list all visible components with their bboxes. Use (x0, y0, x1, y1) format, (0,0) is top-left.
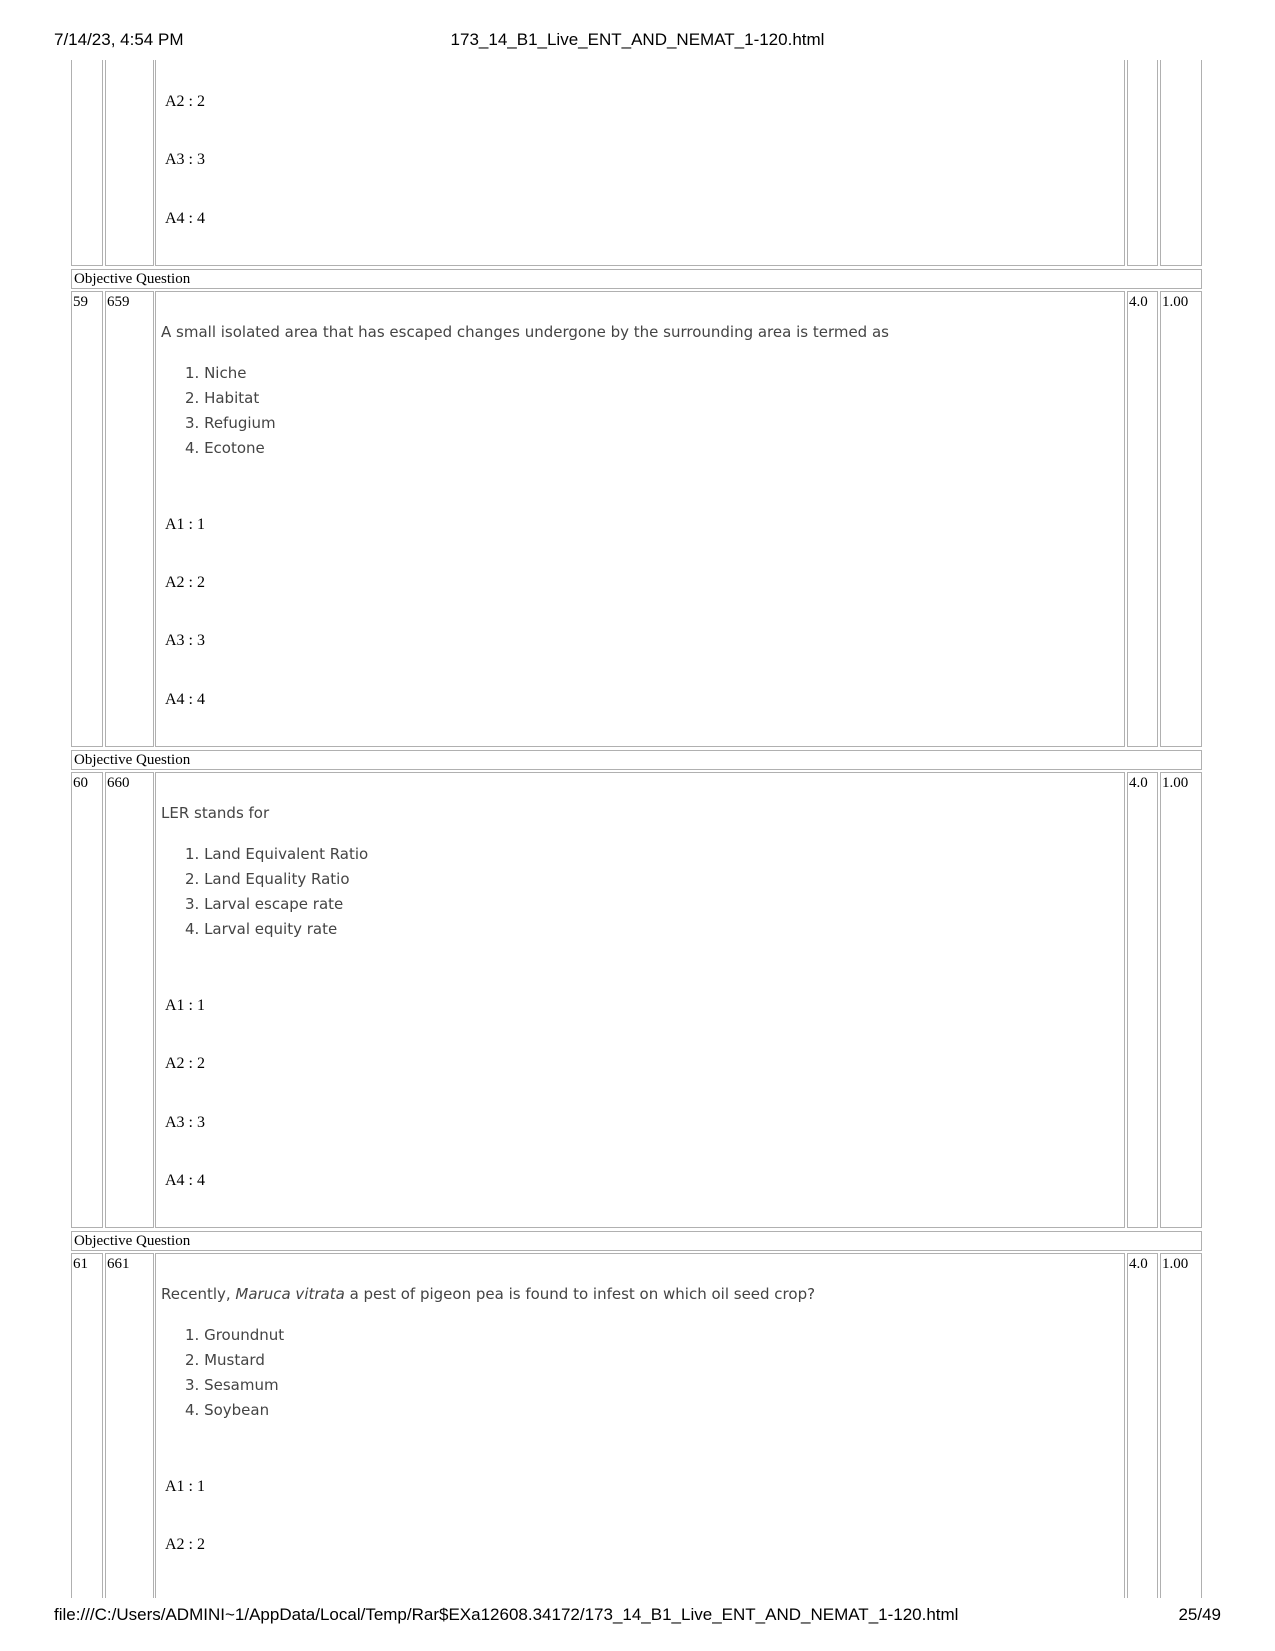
option-item: 2. Mustard (185, 1351, 265, 1369)
answer-option: A2 : 2 (165, 93, 205, 110)
serial-number: 60 (73, 775, 88, 791)
question-mark: 4.0 (1129, 1256, 1148, 1272)
option-item: 4. Soybean (185, 1401, 270, 1419)
option-item: 1. Land Equivalent Ratio (185, 845, 369, 863)
negative-mark: 1.00 (1162, 294, 1189, 310)
question-text: A small isolated area that has escaped changes undergone by the surrounding area is termed as (161, 323, 889, 341)
answer-option: A1 : 1 (165, 516, 205, 533)
question-id: 661 (107, 1256, 130, 1272)
option-item: 1. Niche (185, 364, 247, 382)
answer-option: A4 : 4 (165, 691, 205, 708)
option-item: 3. Refugium (185, 414, 276, 432)
answer-option: A2 : 2 (165, 1536, 205, 1553)
answer-option: A1 : 1 (165, 1478, 205, 1495)
negative-mark: 1.00 (1162, 775, 1189, 791)
option-item: 2. Land Equality Ratio (185, 870, 350, 888)
option-list (185, 842, 368, 942)
question-text: LER stands for (161, 804, 270, 822)
question-mark: 4.0 (1129, 775, 1148, 791)
option-item: 1. Groundnut (185, 1326, 285, 1344)
question-text-part: Recently, (161, 1285, 236, 1303)
section-label: Objective Question (71, 1231, 1202, 1251)
answer-option: A3 : 3 (165, 1114, 205, 1131)
option-list (185, 1323, 284, 1423)
print-datetime: 7/14/23, 4:54 PM (54, 30, 184, 49)
option-item: 4. Ecotone (185, 439, 265, 457)
question-text-part: a pest of pigeon pea is found to infest on which oil seed crop? (344, 1285, 816, 1303)
serial-number: 59 (73, 294, 88, 310)
answer-option: A3 : 3 (165, 151, 205, 168)
section-label: Objective Question (71, 269, 1202, 289)
answer-option: A3 : 3 (165, 632, 205, 649)
question-mark: 4.0 (1129, 294, 1148, 310)
section-label: Objective Question (71, 750, 1202, 770)
option-item: 3. Larval escape rate (185, 895, 344, 913)
serial-number: 61 (73, 1256, 88, 1272)
question-text (161, 1285, 815, 1303)
option-item: 3. Sesamum (185, 1376, 279, 1394)
option-item: 2. Habitat (185, 389, 260, 407)
print-title: 173_14_B1_Live_ENT_AND_NEMAT_1-120.html (450, 30, 825, 49)
negative-mark: 1.00 (1162, 1256, 1189, 1272)
answer-option: A2 : 2 (165, 1055, 205, 1072)
question-id: 659 (107, 294, 130, 310)
answer-option: A4 : 4 (165, 210, 205, 227)
page-number: 25/49 (1178, 1605, 1221, 1624)
answer-option: A4 : 4 (165, 1172, 205, 1189)
option-list (185, 361, 276, 461)
answer-option: A2 : 2 (165, 574, 205, 591)
question-id: 660 (107, 775, 130, 791)
option-item: 4. Larval equity rate (185, 920, 338, 938)
species-name: Maruca vitrata (235, 1285, 345, 1303)
answer-option: A1 : 1 (165, 997, 205, 1014)
print-url: file:///C:/Users/ADMINI~1/AppData/Local/Temp/Rar$EXa12608.34172/173_14_B1_Live_ENT_AND_NEMAT_1-120.html (54, 1605, 959, 1624)
